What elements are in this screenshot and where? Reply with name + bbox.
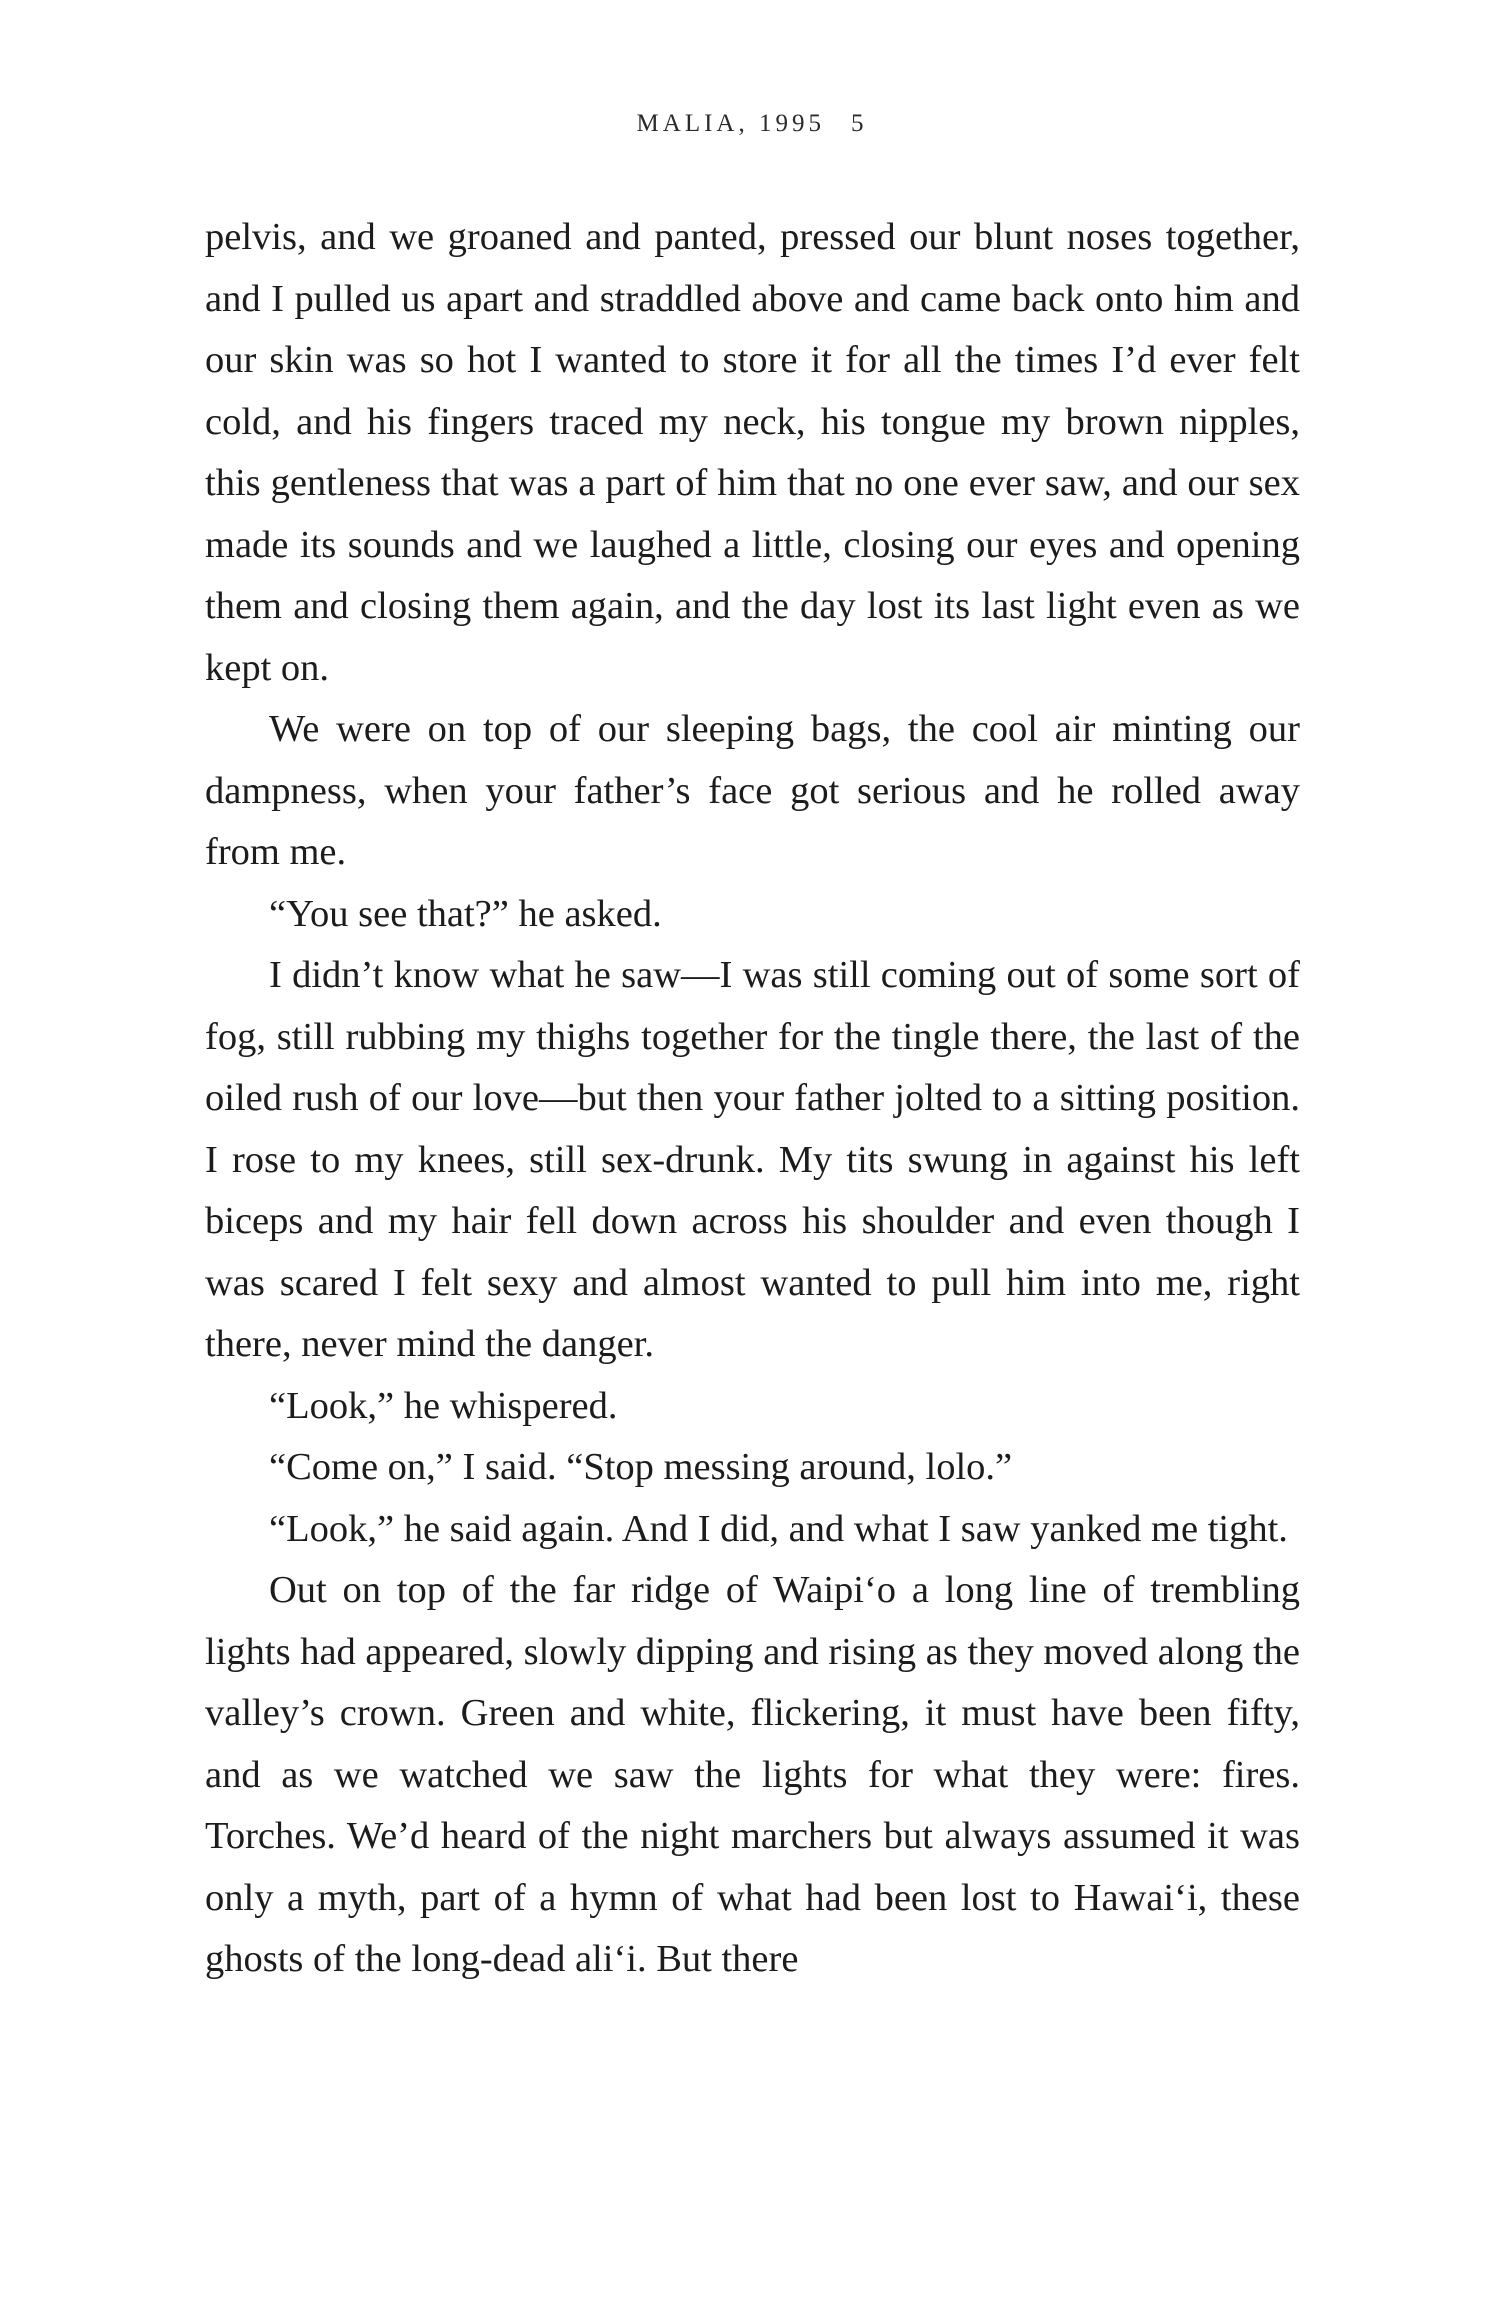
paragraph: “You see that?” he asked. bbox=[269, 892, 662, 935]
paragraph: pelvis, and we groaned and panted, pressed our blunt noses together, and I pulled us apart and straddled above and came back onto him and our skin was so hot I wanted to store it for all the times I’d ever felt cold, and his fingers traced my neck, his tongue my brown nipples, this gentleness that was a part of him that no one ever saw, and our sex made its sounds and we laughed a little, closing our eyes and opening them and closing them again, and the day lost its last light even as we kept on. bbox=[205, 216, 1300, 689]
paragraph: Out on top of the far ridge of Waipi‘o a long line of trembling lights had appeared, slowly dipping and rising as they moved along the valley’s crown. Green and white, flickering, it must have been fifty, and as we watched we saw the lights for what they were: fires. Torches. We’d heard of the night marchers but always assumed it was only a myth, part of a hymn of what had been lost to Hawai‘i, these ghosts of the long-dead ali‘i. But there bbox=[205, 1569, 1300, 1980]
paragraph: “Look,” he said again. And I did, and what I saw yanked me tight. bbox=[269, 1507, 1288, 1550]
running-head bbox=[0, 110, 1500, 138]
body-text bbox=[205, 207, 1300, 1991]
paragraph: “Come on,” I said. “Stop messing around, lolo.” bbox=[269, 1446, 1013, 1488]
paragraph: I didn’t know what he saw—I was still coming out of some sort of fog, still rubbing my thighs together for the tingle there, the last of the oiled rush of our love—but then your father jolted to a sitting position. I rose to my knees, still sex-drunk. My tits swung in against his left biceps and my hair fell down across his shoulder and even though I was scared I felt sexy and almost wanted to pull him into me, right there, never mind the danger. bbox=[205, 954, 1300, 1365]
paragraph: We were on top of our sleeping bags, the cool air minting our dampness, when your father’s face got serious and he rolled away from me. bbox=[205, 708, 1300, 873]
running-title: MALIA, 1995 bbox=[636, 110, 825, 137]
page-number: 5 bbox=[850, 110, 864, 137]
paragraph: “Look,” he whispered. bbox=[269, 1384, 618, 1427]
